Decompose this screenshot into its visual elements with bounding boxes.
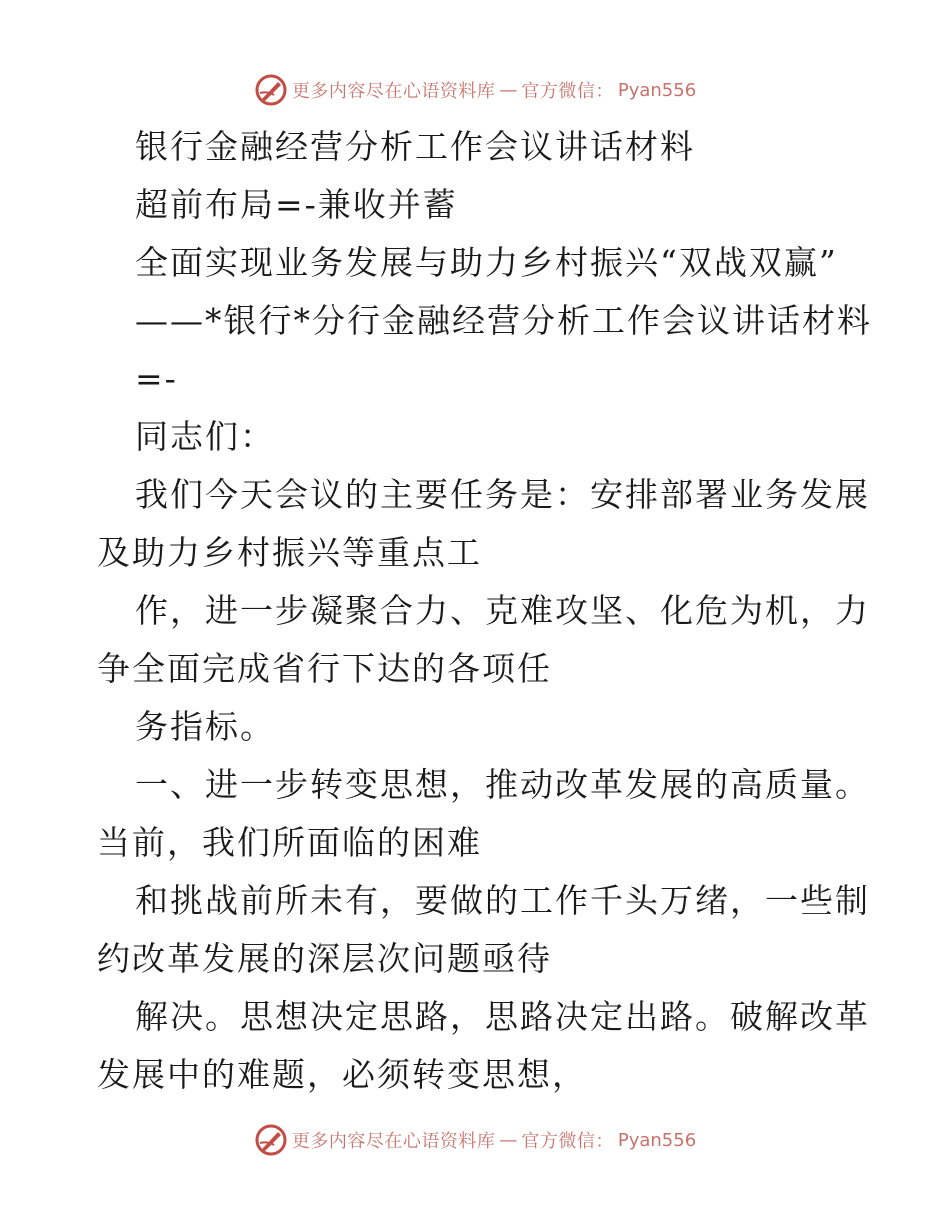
document-byline-cont: =- (135, 359, 178, 398)
paragraph-line: 解决。思想决定思路，思路决定出路。破解改革 (135, 997, 870, 1036)
document-subtitle: 超前布局=-兼收并蓄 (135, 185, 458, 224)
footer-watermark (0, 1120, 950, 1160)
watermark-wechat-id: Pyan556 (617, 79, 697, 101)
paragraph-line: 当前，我们所面临的困难 (97, 823, 482, 862)
document-byline: ——*银行*分行金融经营分析工作会议讲话材料 (135, 301, 872, 340)
watermark-separator: — (499, 1129, 518, 1151)
greeting: 同志们： (135, 417, 275, 456)
quill-seal-icon (254, 1123, 288, 1157)
section-heading-line: 一、进一步转变思想，推动改革发展的高质量。 (135, 765, 870, 804)
paragraph-line: 争全面完成省行下达的各项任 (97, 649, 552, 688)
watermark-text: 更多内容尽在心语资料库 (291, 81, 496, 102)
quill-seal-icon (254, 73, 288, 107)
paragraph-line: 及助力乡村振兴等重点工 (97, 533, 482, 572)
watermark-wechat-id: Pyan556 (617, 1129, 697, 1151)
watermark-separator: — (499, 79, 518, 101)
watermark-wechat-label: 官方微信： (521, 1131, 614, 1152)
paragraph-line: 务指标。 (135, 707, 275, 746)
paragraph-line: 作，进一步凝聚合力、克难攻坚、化危为机，力 (135, 591, 870, 630)
document-headline: 全面实现业务发展与助力乡村振兴“双战双赢” (135, 243, 838, 282)
paragraph-line: 发展中的难题，必须转变思想， (97, 1055, 587, 1094)
document-title: 银行金融经营分析工作会议讲话材料 (135, 127, 695, 166)
watermark-text: 更多内容尽在心语资料库 (291, 1131, 496, 1152)
paragraph-line: 我们今天会议的主要任务是：安排部署业务发展 (135, 475, 870, 514)
watermark-wechat-label: 官方微信： (521, 81, 614, 102)
paragraph-line: 约改革发展的深层次问题亟待 (97, 939, 552, 978)
paragraph-line: 和挑战前所未有，要做的工作千头万绪，一些制 (135, 881, 870, 920)
header-watermark (0, 70, 950, 110)
